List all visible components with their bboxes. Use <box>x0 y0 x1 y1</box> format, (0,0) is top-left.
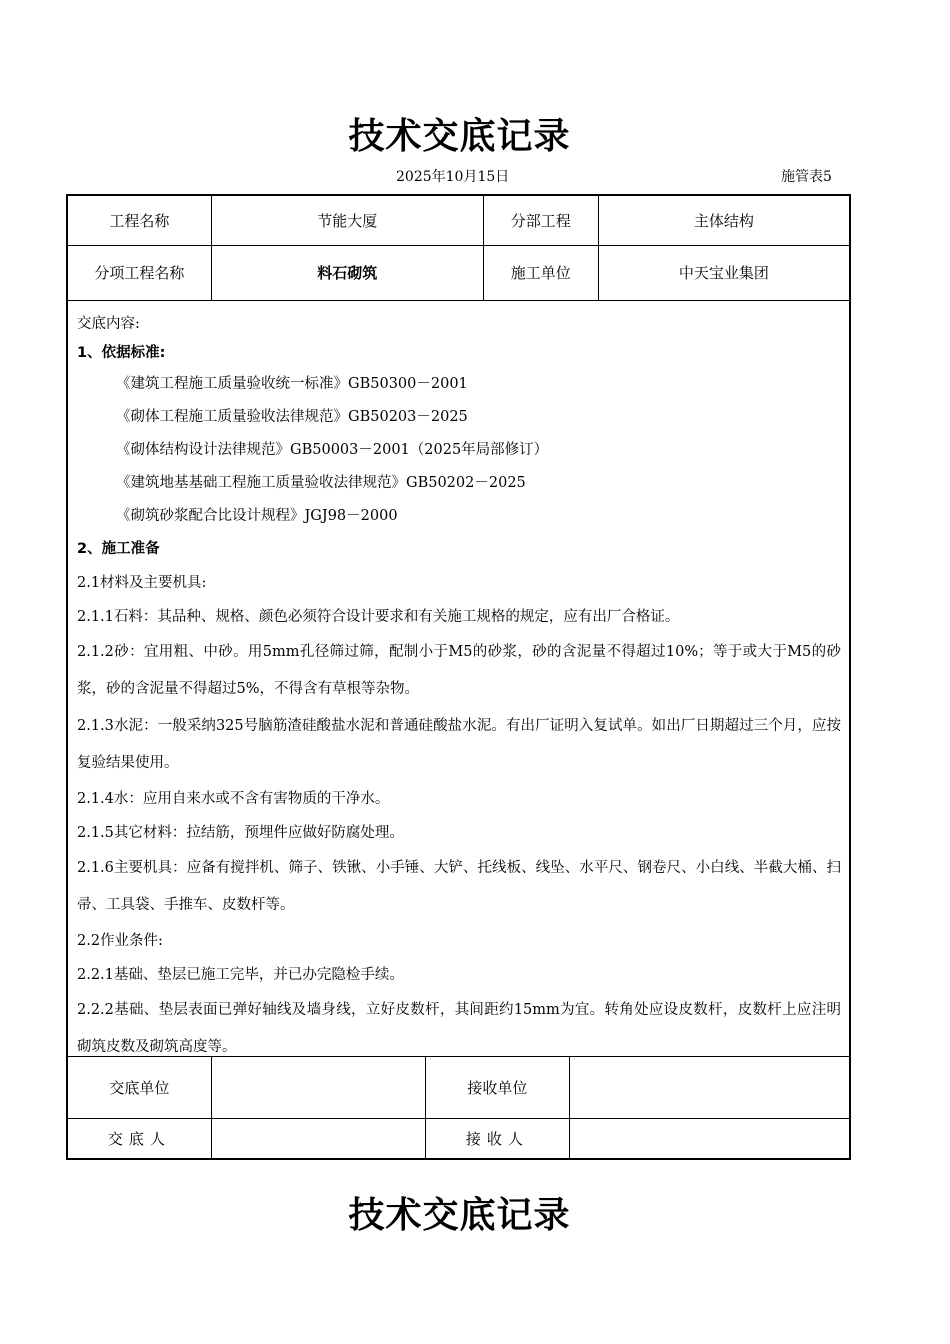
footer-row-2 <box>68 1118 849 1158</box>
subitem-label: 分项工程名称 <box>68 245 212 300</box>
item-2-1-6: 2.1.6主要机具：应备有搅拌机、筛子、铁锹、小手锤、大铲、托线板、线坠、水平尺、钢卷尺、小白线、半截大桶、扫帚、工具袋、手推车、皮数杆等。 <box>77 860 841 913</box>
item-2-1-1: 2.1.1石料：其品种、规格、颜色必须符合设计要求和有关施工规格的规定，应有出厂合格证。 <box>77 609 680 625</box>
project-name-value: 节能大厦 <box>212 196 484 245</box>
receiver-unit-value <box>570 1057 849 1118</box>
issuer-unit-value <box>212 1057 426 1118</box>
document-title: 技术交底记录 <box>348 116 571 157</box>
issuer-unit-label: 交底单位 <box>68 1057 212 1118</box>
standard-item: 《建筑地基基础工程施工质量验收法律规范》GB50202－2025 <box>116 475 526 491</box>
contractor-value: 中天宝业集团 <box>678 264 769 282</box>
item-2-1-4: 2.1.4水：应用自来水或不含有害物质的干净水。 <box>77 791 390 807</box>
header-row-1 <box>68 196 849 246</box>
item-2-1-3: 2.1.3水泥：一般采纳325号脑筋渣硅酸盐水泥和普通硅酸盐水泥。有出厂证明入复试单。如出厂日期超过三个月，应按复验结果使用。 <box>77 718 841 771</box>
section-1-title: 1、依据标准: <box>77 345 166 361</box>
item-2-1-2: 2.1.2砂：宜用粗、中砂。用5mm孔径筛过筛，配制小于M5的砂浆，砂的含泥量不得超过10%；等于或大于M5的砂浆，砂的含泥量不得超过5%，不得含有草根等杂物。 <box>77 644 841 697</box>
issuer-value <box>212 1118 426 1158</box>
item-2-1-5: 2.1.5其它材料：拉结筋，预埋件应做好防腐处理。 <box>77 825 404 841</box>
subitem-value: 料石砌筑 <box>212 245 484 300</box>
division-value: 主体结构 <box>693 212 754 230</box>
section-2-title: 2、施工准备 <box>77 541 160 557</box>
receiver-unit-label: 接收单位 <box>426 1057 570 1118</box>
item-2-2-1: 2.2.1基础、垫层已施工完毕，并已办完隐检手续。 <box>77 967 404 983</box>
receiver-label: 接收人 <box>426 1118 570 1158</box>
form-number: 施管表5 <box>781 169 832 185</box>
record-table <box>66 194 851 1160</box>
standard-item: 《砌体结构设计法律规范》GB50003－2001（2025年局部修订） <box>116 442 549 458</box>
division-label: 分部工程 <box>484 196 599 245</box>
project-name-label: 工程名称 <box>68 196 212 245</box>
header-row-2 <box>68 245 849 301</box>
issuer-label: 交底人 <box>68 1118 212 1158</box>
item-2-2: 2.2作业条件: <box>77 933 163 949</box>
date: 2025年10月15日 <box>396 169 510 185</box>
item-2-1: 2.1材料及主要机具: <box>77 575 207 591</box>
receiver-value <box>570 1118 849 1158</box>
next-page-title: 技术交底记录 <box>348 1195 571 1236</box>
item-2-2-2: 2.2.2基础、垫层表面已弹好轴线及墙身线，立好皮数杆，其间距约15mm为宜。转角处应设皮数杆，皮数杆上应注明砌筑皮数及砌筑高度等。 <box>77 1002 841 1055</box>
standard-item: 《建筑工程施工质量验收统一标准》GB50300－2001 <box>116 376 468 392</box>
standard-item: 《砌筑砂浆配合比设计规程》JGJ98－2000 <box>116 508 398 524</box>
contractor-label: 施工单位 <box>484 245 599 300</box>
briefing-content <box>68 300 849 1057</box>
footer-row-1 <box>68 1057 849 1119</box>
content-label: 交底内容: <box>77 316 140 332</box>
standard-item: 《砌体工程施工质量验收法律规范》GB50203－2025 <box>116 409 468 425</box>
